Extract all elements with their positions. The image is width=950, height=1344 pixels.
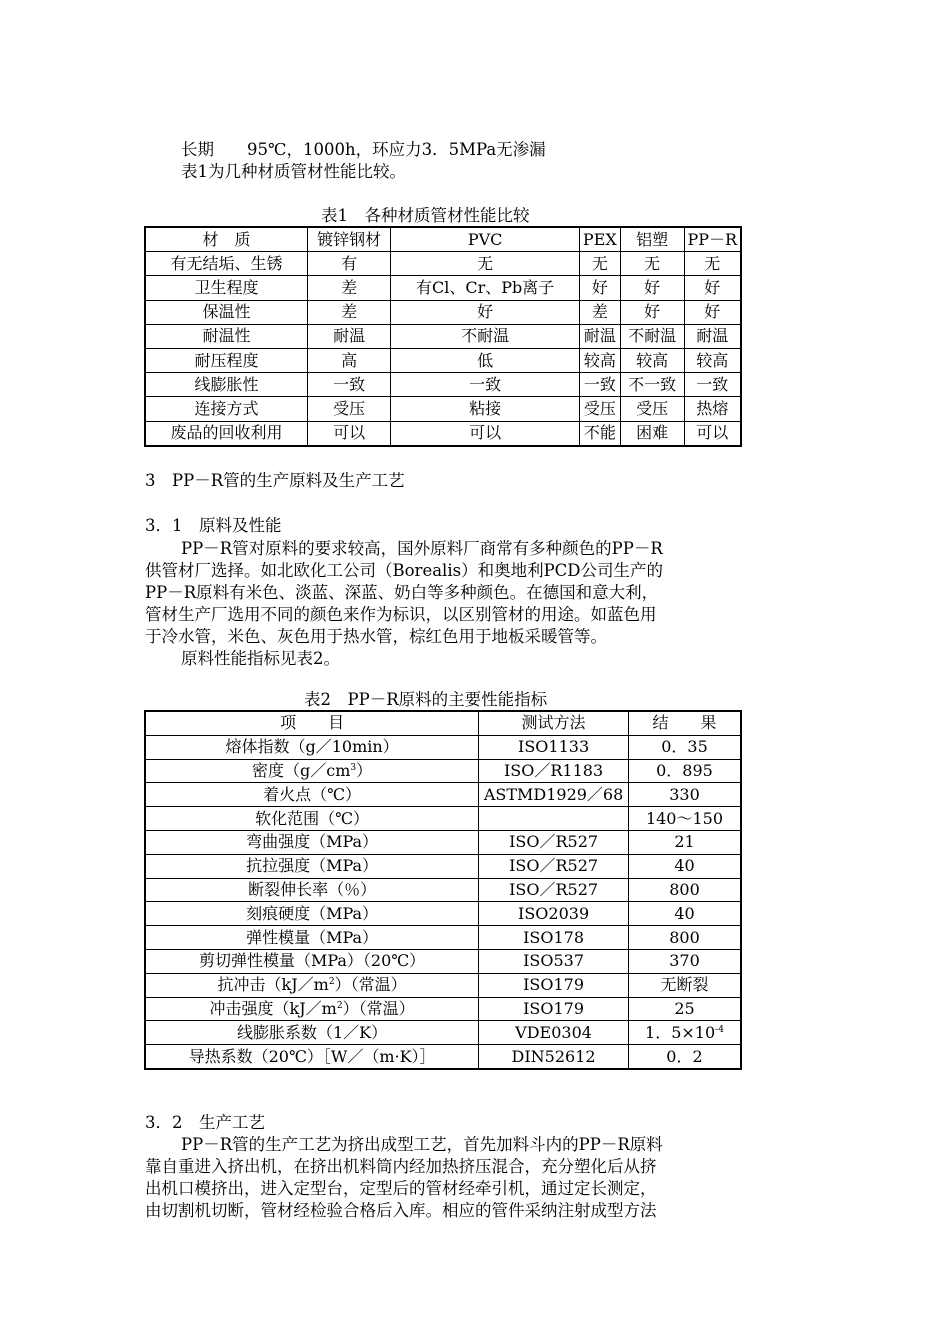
table-cell: 0．895 — [628, 759, 741, 783]
table-cell: 卫生程度 — [145, 276, 307, 300]
table-row — [145, 276, 741, 300]
table-cell: 0．35 — [628, 735, 741, 759]
table-cell: DIN52612 — [479, 1045, 629, 1069]
table-cell: 不能 — [580, 421, 621, 446]
table-cell — [479, 807, 629, 831]
paragraph-line: 靠自重进入挤出机，在挤出机料筒内经加热挤压混合，充分塑化后从挤 — [145, 1157, 657, 1176]
table-cell: ISO179 — [479, 973, 629, 997]
table-cell: 可以 — [307, 421, 390, 446]
table-cell: 线膨胀系数（1／K） — [145, 1021, 479, 1045]
table-cell: ISO／R527 — [479, 830, 629, 854]
table-cell: 可以 — [684, 421, 741, 446]
table-row — [145, 783, 741, 807]
table-cell: 软化范围（℃） — [145, 807, 479, 831]
table-cell: 低 — [391, 348, 580, 372]
table-cell: 耐温 — [307, 324, 390, 348]
table-cell: 粘接 — [391, 397, 580, 421]
table-cell: 耐温 — [684, 324, 741, 348]
table-row — [145, 854, 741, 878]
table-row — [145, 1021, 741, 1045]
section-3-1-heading: 3．1 原料及性能 — [145, 516, 282, 535]
table-cell: ISO／R527 — [479, 854, 629, 878]
table-cell: ISO178 — [479, 926, 629, 950]
table-row — [145, 421, 741, 446]
table-cell: 密度$(g/cm^3)$ — [145, 759, 479, 783]
table-cell: 受压 — [620, 397, 684, 421]
table-cell: 800 — [628, 926, 741, 950]
table-cell: 不耐温 — [620, 324, 684, 348]
intro-line-2: 表1为几种材质管材性能比较。 — [181, 162, 406, 181]
table-cell: 较高 — [684, 348, 741, 372]
table-cell: 无断裂 — [628, 973, 741, 997]
table-cell: 370 — [628, 949, 741, 973]
table-row — [145, 949, 741, 973]
paragraph-line: 由切割机切断，管材经检验合格后入库。相应的管件采纳注射成型方法 — [145, 1201, 657, 1220]
table-cell: 330 — [628, 783, 741, 807]
table-row — [145, 878, 741, 902]
table-row — [145, 759, 741, 783]
table-row — [145, 997, 741, 1021]
table-cell: 刻痕硬度（MPa） — [145, 902, 479, 926]
table-cell: 剪切弹性模量（MPa）（20℃） — [145, 949, 479, 973]
table-row — [145, 807, 741, 831]
ppr-properties-table — [144, 710, 742, 1070]
table-cell: 一致 — [684, 373, 741, 397]
table-cell: ISO179 — [479, 997, 629, 1021]
paragraph-line: PP－R管对原料的要求较高，国外原料厂商常有多种颜色的PP－R — [181, 539, 663, 558]
table-cell: 热熔 — [684, 397, 741, 421]
table-cell: ASTMD1929／68 — [479, 783, 629, 807]
table1-caption: 表1 各种材质管材性能比较 — [321, 206, 530, 225]
table-cell: 可以 — [391, 421, 580, 446]
header-cell: PP－R — [684, 227, 741, 252]
table-cell: 无 — [620, 252, 684, 276]
table-cell: 一致 — [580, 373, 621, 397]
table-row — [145, 373, 741, 397]
table-row — [145, 902, 741, 926]
table-cell: 弯曲强度（MPa） — [145, 830, 479, 854]
paragraph-line: PP－R管的生产工艺为挤出成型工艺，首先加料斗内的PP－R原料 — [181, 1135, 663, 1154]
table-cell: 较高 — [580, 348, 621, 372]
paragraph-line: 原料性能指标见表2。 — [181, 649, 340, 668]
header-cell: 项 目 — [145, 711, 479, 735]
header-cell: 测试方法 — [479, 711, 629, 735]
table-cell: 耐温性 — [145, 324, 307, 348]
table-cell: 好 — [684, 300, 741, 324]
table-cell: 熔体指数（g／10min） — [145, 735, 479, 759]
intro-line-1: 长期 95℃，1000h，环应力3．5MPa无渗漏 — [181, 140, 546, 159]
table-cell: 废品的回收利用 — [145, 421, 307, 446]
table-cell: 40 — [628, 854, 741, 878]
table-cell: 140～150 — [628, 807, 741, 831]
table-cell: 差 — [307, 276, 390, 300]
table-row — [145, 926, 741, 950]
table-cell: 较高 — [620, 348, 684, 372]
table-cell: 好 — [684, 276, 741, 300]
table-cell: 21 — [628, 830, 741, 854]
table-cell: 0．2 — [628, 1045, 741, 1069]
table-cell: 不耐温 — [391, 324, 580, 348]
header-cell: PEX — [580, 227, 621, 252]
table-cell: 好 — [391, 300, 580, 324]
table-cell: 导热系数（20℃）［W／（m·K）］ — [145, 1045, 479, 1069]
table-cell: 好 — [620, 276, 684, 300]
paragraph-line: 供管材厂选择。如北欧化工公司（Borealis）和奥地利PCD公司生产的 — [145, 561, 664, 580]
table-cell: ISO／R527 — [479, 878, 629, 902]
header-cell: 镀锌钢材 — [307, 227, 390, 252]
table-cell: 1．$5\times 10^{-4}$ — [628, 1021, 741, 1045]
table-cell: 差 — [580, 300, 621, 324]
table-cell: 40 — [628, 902, 741, 926]
table-cell: ISO／R1183 — [479, 759, 629, 783]
table-cell: 无 — [684, 252, 741, 276]
table-cell: 一致 — [307, 373, 390, 397]
table-row — [145, 1045, 741, 1069]
table-cell: 有Cl、Cr、Pb离子 — [391, 276, 580, 300]
table2-caption: 表2 PP－R原料的主要性能指标 — [304, 690, 548, 709]
table-cell: 冲击强度$(kJ/m^2)$（常温） — [145, 997, 479, 1021]
table-cell: 抗拉强度（MPa） — [145, 854, 479, 878]
table-cell: 无 — [391, 252, 580, 276]
table-row — [145, 397, 741, 421]
table-cell: ISO1133 — [479, 735, 629, 759]
table-header-row — [145, 227, 741, 252]
header-cell: 结 果 — [628, 711, 741, 735]
table-cell: 好 — [580, 276, 621, 300]
material-comparison-table — [144, 226, 742, 447]
table-row — [145, 973, 741, 997]
paragraph-line: 管材生产厂选用不同的颜色来作为标识，以区别管材的用途。如蓝色用 — [145, 605, 657, 624]
table-cell: 耐温 — [580, 324, 621, 348]
table-cell: 25 — [628, 997, 741, 1021]
table-cell: 保温性 — [145, 300, 307, 324]
paragraph-line: 于冷水管，米色、灰色用于热水管，棕红色用于地板采暖管等。 — [145, 627, 607, 646]
table-cell: ISO537 — [479, 949, 629, 973]
table-cell: 连接方式 — [145, 397, 307, 421]
table-row — [145, 324, 741, 348]
paragraph-line: 出机口模挤出，进入定型台，定型后的管材经牵引机，通过定长测定， — [145, 1179, 657, 1198]
section-3-2-heading: 3．2 生产工艺 — [145, 1113, 265, 1132]
table-row — [145, 348, 741, 372]
table-cell: 差 — [307, 300, 390, 324]
table-row — [145, 300, 741, 324]
header-cell: PVC — [391, 227, 580, 252]
table-cell: 断裂伸长率（％） — [145, 878, 479, 902]
table-cell: 高 — [307, 348, 390, 372]
table-cell: 耐压程度 — [145, 348, 307, 372]
paragraph-line: PP－R原料有米色、淡蓝、深蓝、奶白等多种颜色。在德国和意大利， — [145, 583, 659, 602]
table-cell: ISO2039 — [479, 902, 629, 926]
table-header-row — [145, 711, 741, 735]
table-cell: 抗冲击$(kJ/m^2)$（常温） — [145, 973, 479, 997]
table-cell: 不一致 — [620, 373, 684, 397]
table-cell: VDE0304 — [479, 1021, 629, 1045]
table-cell: 受压 — [580, 397, 621, 421]
table-cell: 有无结垢、生锈 — [145, 252, 307, 276]
table-cell: 800 — [628, 878, 741, 902]
table-cell: 线膨胀性 — [145, 373, 307, 397]
table-cell: 弹性模量（MPa） — [145, 926, 479, 950]
header-cell: 铝塑 — [620, 227, 684, 252]
table-row — [145, 252, 741, 276]
table-cell: 着火点（℃） — [145, 783, 479, 807]
table-row — [145, 830, 741, 854]
table-row — [145, 735, 741, 759]
table-cell: 受压 — [307, 397, 390, 421]
header-cell: 材 质 — [145, 227, 307, 252]
table-cell: 困难 — [620, 421, 684, 446]
section-3-heading: 3 PP－R管的生产原料及生产工艺 — [145, 471, 405, 490]
table-cell: 有 — [307, 252, 390, 276]
table-cell: 好 — [620, 300, 684, 324]
table-cell: 一致 — [391, 373, 580, 397]
table-cell: 无 — [580, 252, 621, 276]
